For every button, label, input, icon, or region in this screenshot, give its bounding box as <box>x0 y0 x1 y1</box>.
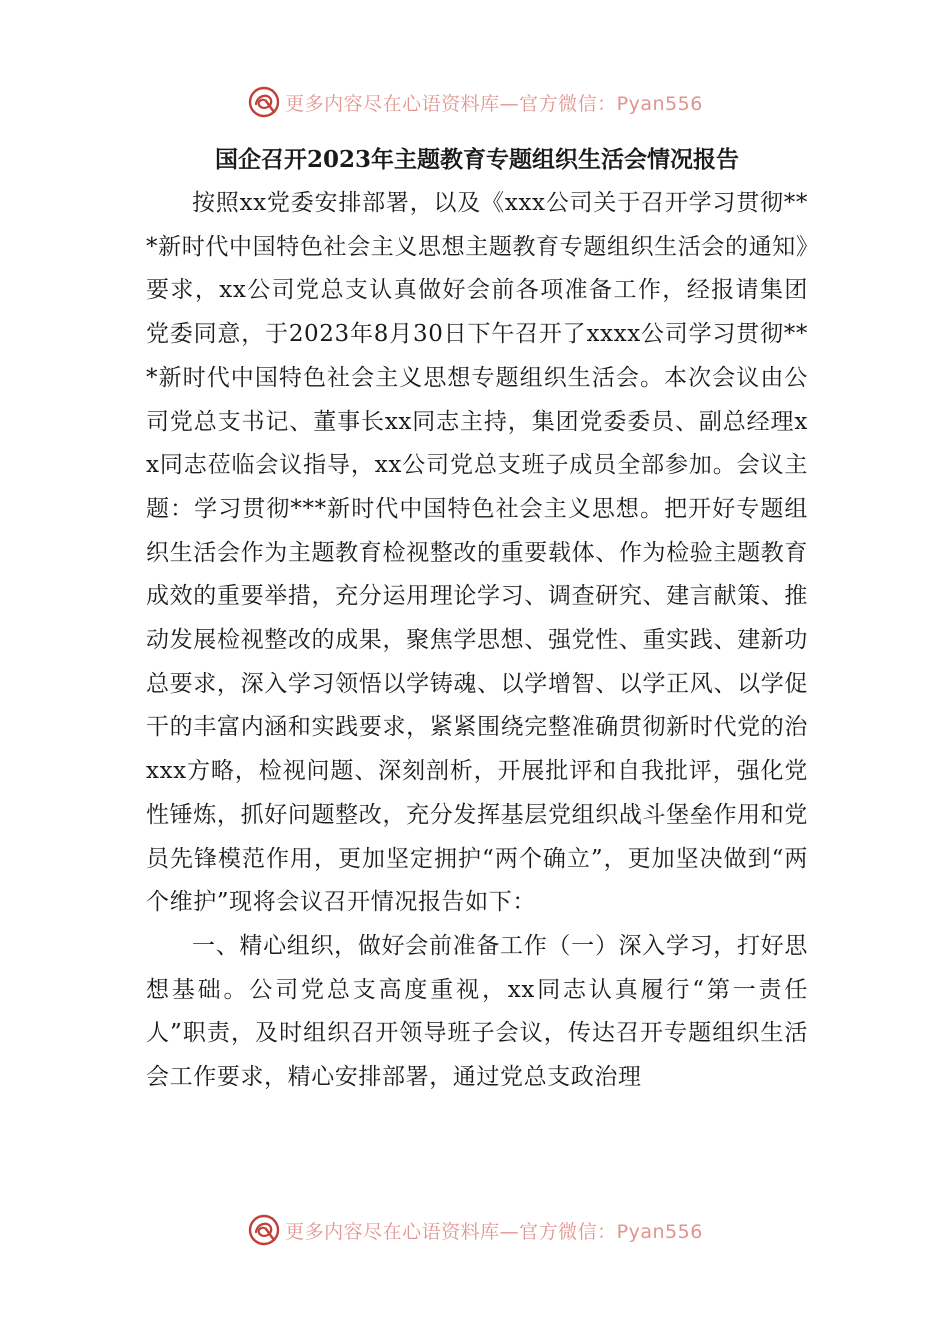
body-paragraph: 一、精心组织，做好会前准备工作（一）深入学习，打好思想基础。公司党总支高度重视，xx同志认真履行“第一责任人”职责，及时组织召开领导班子会议，传达召开专题组织生活会工作要求，精心安排部署，通过党总支政治理 <box>146 932 808 1091</box>
document-body <box>146 182 808 1100</box>
footer-watermark-banner <box>0 1210 950 1250</box>
red-swirl-logo-icon <box>247 85 281 119</box>
document-title: 国企召开2023年主题教育专题组织生活会情况报告 <box>214 146 739 173</box>
red-swirl-logo-icon <box>247 1213 281 1247</box>
watermark-text: 更多内容尽在心语资料库—官方微信：Pyan556 <box>285 1220 703 1243</box>
watermark-text: 更多内容尽在心语资料库—官方微信：Pyan556 <box>285 92 703 115</box>
body-paragraph: 按照xx党委安排部署，以及《xxx公司关于召开学习贯彻***新时代中国特色社会主义思想主题教育专题组织生活会的通知》要求，xx公司党总支认真做好会前各项准备工作，经报请集团党委同意，于2023年8月30日下午召开了xxxx公司学习贯彻***新时代中国特色社会主义思想专题组织生活会。本次会议由公司党总支书记、董事长xx同志主持，集团党委委员、副总经理xx同志莅临会议指导，xx公司党总支班子成员全部参加。会议主题：学习贯彻***新时代中国特色社会主义思想。把开好专题组织生活会作为主题教育检视整改的重要载体、作为检验主题教育成效的重要举措，充分运用理论学习、调查研究、建言献策、推动发展检视整改的成果，聚焦学思想、强党性、重实践、建新功总要求，深入学习领悟以学铸魂、以学增智、以学正风、以学促干的丰富内涵和实践要求，紧紧围绕完整准确贯彻新时代党的治xxx方略，检视问题、深刻剖析，开展批评和自我批评，强化党性锤炼，抓好问题整改，充分发挥基层党组织战斗堡垒作用和党员先锋模范作用，更加坚定拥护“两个确立”，更加坚决做到“两个维护”现将会议召开情况报告如下： <box>146 190 808 916</box>
header-watermark-banner <box>0 82 950 122</box>
